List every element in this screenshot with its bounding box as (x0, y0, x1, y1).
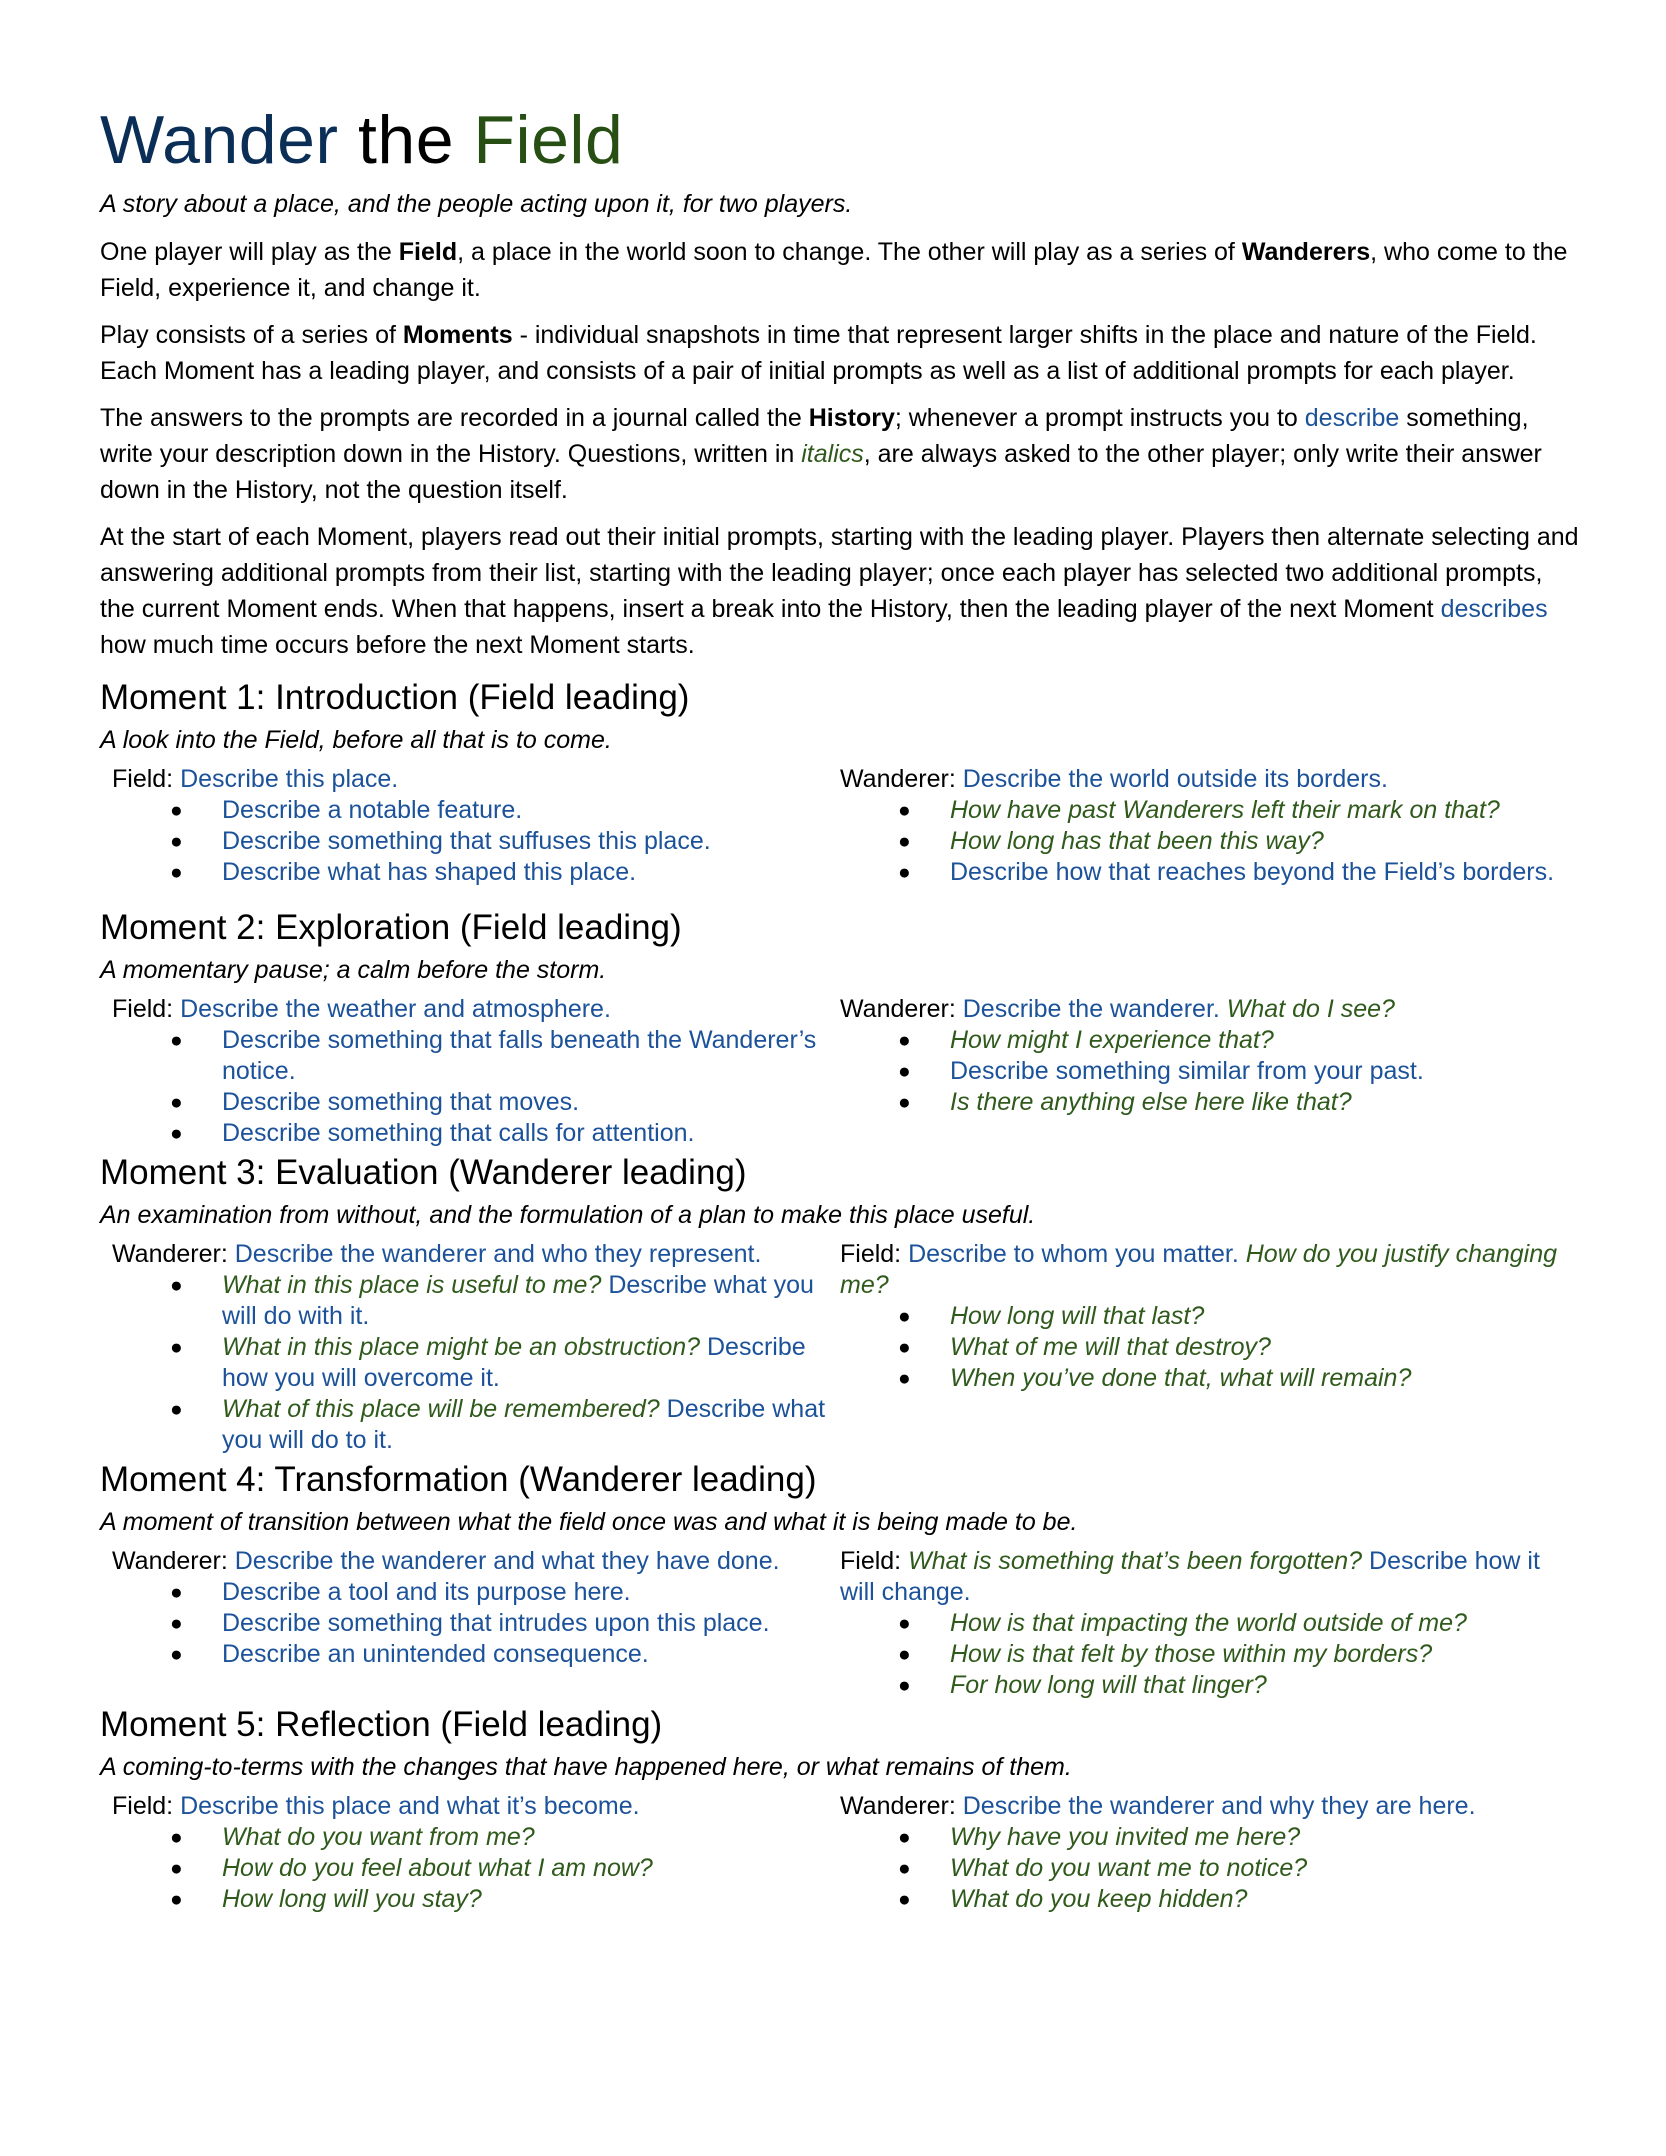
list-item: ● For how long will that linger? (950, 1670, 1580, 1701)
list-item: ● Describe an unintended consequence. (222, 1639, 840, 1670)
prompt-list (840, 1025, 1580, 1118)
intro-paragraph-1: One player will play as the Field, a place in the world soon to change. The other will play as a series of Wanderers, who come to the Field, experience it, and change it. (100, 238, 1568, 302)
prompt-list (840, 1608, 1580, 1701)
list-item: ● How is that felt by those within my borders? (950, 1639, 1580, 1670)
initial-prompt: Wanderer: Describe the wanderer and why they are here. (840, 1792, 1476, 1820)
list-item: ● What of me will that destroy? (950, 1332, 1580, 1363)
intro-paragraph-4: At the start of each Moment, players read out their initial prompts, starting with the leading player. Players then alternate selecting and answering additional prompts from their list, starting with the leading player; once each player has selected two additional prompts, the current Moment ends. When that happens, insert a break into the History, then the leading player of the next Moment describes how much time occurs before the next Moment starts. (100, 523, 1579, 659)
list-item: ● What do you keep hidden? (950, 1884, 1580, 1915)
intro-paragraph-2: Play consists of a series of Moments - individual snapshots in time that represent larger shifts in the place and nature of the Field. Each Moment has a leading player, and consists of a pair of initial prompts as well as a list of additional prompts for each player. (100, 321, 1537, 385)
list-item: ● Describe something that intrudes upon this place. (222, 1608, 840, 1639)
moment-section (100, 674, 1580, 904)
moment-description: A momentary pause; a calm before the storm. (100, 956, 607, 984)
list-item: ● Describe something that suffuses this place. (222, 826, 840, 857)
prompt-list (112, 1822, 840, 1915)
moment-heading: Moment 2: Exploration (Field leading) (100, 908, 682, 947)
moment-description: A coming-to-terms with the changes that have happened here, or what remains of them. (100, 1753, 1072, 1781)
document-page (100, 98, 1580, 1915)
list-item: ● What of this place will be remembered? Describe what you will do to it. (222, 1394, 840, 1456)
prompt-list (112, 1025, 840, 1149)
list-item: ● How long will you stay? (222, 1884, 840, 1915)
intro-paragraph-3: The answers to the prompts are recorded in a journal called the History; whenever a prompt instructs you to describe something, write your description down in the History. Questions, written in italics, are always asked to the other player; only write their answer down in the History, not the question itself. (100, 404, 1542, 504)
list-item: ● How do you feel about what I am now? (222, 1853, 840, 1884)
list-item: ● When you’ve done that, what will remain? (950, 1363, 1580, 1394)
list-item: ● Describe something that falls beneath the Wanderer’s notice. (222, 1025, 840, 1087)
initial-prompt: Wanderer: Describe the wanderer. What do I see? (840, 995, 1395, 1023)
moment-section (100, 1456, 1580, 1701)
field-prompts (840, 1546, 1580, 1701)
moment-section (100, 904, 1580, 1149)
initial-prompt: Wanderer: Describe the wanderer and who they represent. (112, 1240, 762, 1268)
title-word-the: the (357, 102, 455, 178)
list-item: ● Describe a tool and its purpose here. (222, 1577, 840, 1608)
initial-prompt: Field: Describe the weather and atmosphere. (112, 995, 611, 1023)
initial-prompt: Field: Describe to whom you matter. How do you justify changing me? (840, 1240, 1558, 1299)
wanderer-prompts (840, 764, 1580, 888)
moment-description: An examination from without, and the formulation of a plan to make this place useful. (100, 1201, 1036, 1229)
prompt-list (112, 795, 840, 888)
list-item: ● How might I experience that? (950, 1025, 1580, 1056)
list-item: ● What in this place might be an obstruction? Describe how you will overcome it. (222, 1332, 840, 1394)
list-item: ● Describe something similar from your past. (950, 1056, 1580, 1087)
list-item: ● What do you want me to notice? (950, 1853, 1580, 1884)
list-item: ● Describe how that reaches beyond the Field’s borders. (950, 857, 1580, 888)
moment-heading: Moment 4: Transformation (Wanderer leading) (100, 1460, 817, 1499)
title-word-field: Field (473, 102, 624, 178)
prompt-list (840, 795, 1580, 888)
list-item: ● How long has that been this way? (950, 826, 1580, 857)
list-item: ● What in this place is useful to me? Describe what you will do with it. (222, 1270, 840, 1332)
field-prompts (840, 1239, 1580, 1456)
field-prompts (100, 1791, 840, 1915)
document-subtitle: A story about a place, and the people acting upon it, for two players. (100, 190, 853, 218)
initial-prompt: Wanderer: Describe the world outside its borders. (840, 765, 1388, 793)
moment-section (100, 1149, 1580, 1456)
moment-description: A moment of transition between what the field once was and what it is being made to be. (100, 1508, 1078, 1536)
list-item: ● How is that impacting the world outside of me? (950, 1608, 1580, 1639)
field-prompts (100, 994, 840, 1149)
initial-prompt: Field: Describe this place and what it’s become. (112, 1792, 640, 1820)
field-prompts (100, 764, 840, 888)
moment-description: A look into the Field, before all that is to come. (100, 726, 612, 754)
list-item: ● Describe something that calls for attention. (222, 1118, 840, 1149)
initial-prompt: Wanderer: Describe the wanderer and what they have done. (112, 1547, 780, 1575)
moment-heading: Moment 5: Reflection (Field leading) (100, 1705, 663, 1744)
list-item: ● Describe a notable feature. (222, 795, 840, 826)
list-item: ● Why have you invited me here? (950, 1822, 1580, 1853)
wanderer-prompts (100, 1546, 840, 1701)
wanderer-prompts (100, 1239, 840, 1456)
list-item: ● Describe what has shaped this place. (222, 857, 840, 888)
prompt-list (840, 1301, 1580, 1394)
title-word-wander: Wander (100, 102, 339, 178)
list-item: ● What do you want from me? (222, 1822, 840, 1853)
moment-section (100, 1701, 1580, 1915)
list-item: ● Is there anything else here like that? (950, 1087, 1580, 1118)
list-item: ● How have past Wanderers left their mark on that? (950, 795, 1580, 826)
wanderer-prompts (840, 994, 1580, 1149)
list-item: ● How long will that last? (950, 1301, 1580, 1332)
moment-heading: Moment 3: Evaluation (Wanderer leading) (100, 1153, 747, 1192)
moment-heading: Moment 1: Introduction (Field leading) (100, 678, 690, 717)
list-item: ● Describe something that moves. (222, 1087, 840, 1118)
document-title (100, 98, 1580, 182)
initial-prompt: Field: Describe this place. (112, 765, 399, 793)
wanderer-prompts (840, 1791, 1580, 1915)
initial-prompt: Field: What is something that’s been forgotten? Describe how it will change. (840, 1547, 1540, 1606)
prompt-list (840, 1822, 1580, 1915)
prompt-list (112, 1577, 840, 1670)
prompt-list (112, 1270, 840, 1456)
